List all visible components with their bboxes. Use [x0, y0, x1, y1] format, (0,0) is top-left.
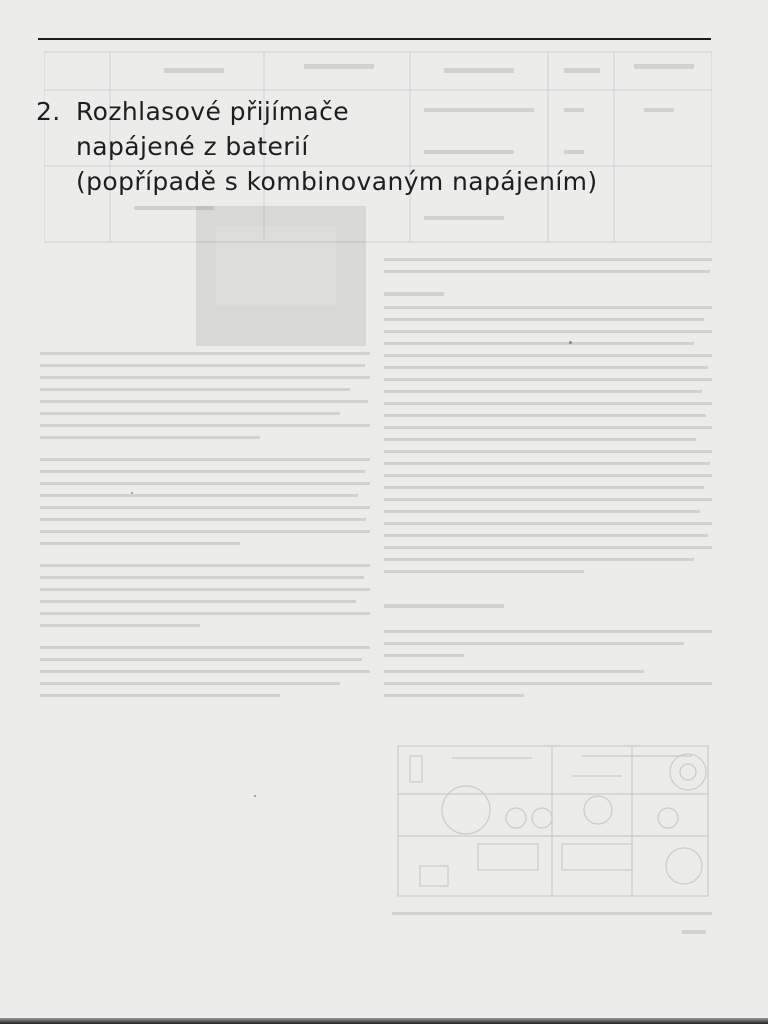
bleed-through-photo: [196, 206, 366, 346]
chapter-title-line-3: (popřípadě s kombinovaným napájením): [76, 167, 598, 196]
chapter-heading: [36, 94, 736, 199]
bleed-through-right-column: [384, 258, 714, 708]
chapter-title-line-2: napájené z baterií: [76, 132, 309, 161]
paper-speck: [131, 492, 133, 494]
bleed-through-left-column: [40, 352, 375, 712]
chapter-number: 2.: [36, 97, 61, 126]
paper-speck: [569, 341, 572, 344]
chapter-heading-line-1: [36, 94, 736, 129]
bleed-through-caption: [392, 910, 716, 948]
header-rule: [38, 38, 711, 40]
chapter-title-line-1: Rozhlasové přijímače: [76, 97, 350, 126]
paper-speck: [254, 795, 256, 797]
page-bottom-edge: [0, 1018, 768, 1024]
bleed-through-schematic: [392, 736, 716, 906]
